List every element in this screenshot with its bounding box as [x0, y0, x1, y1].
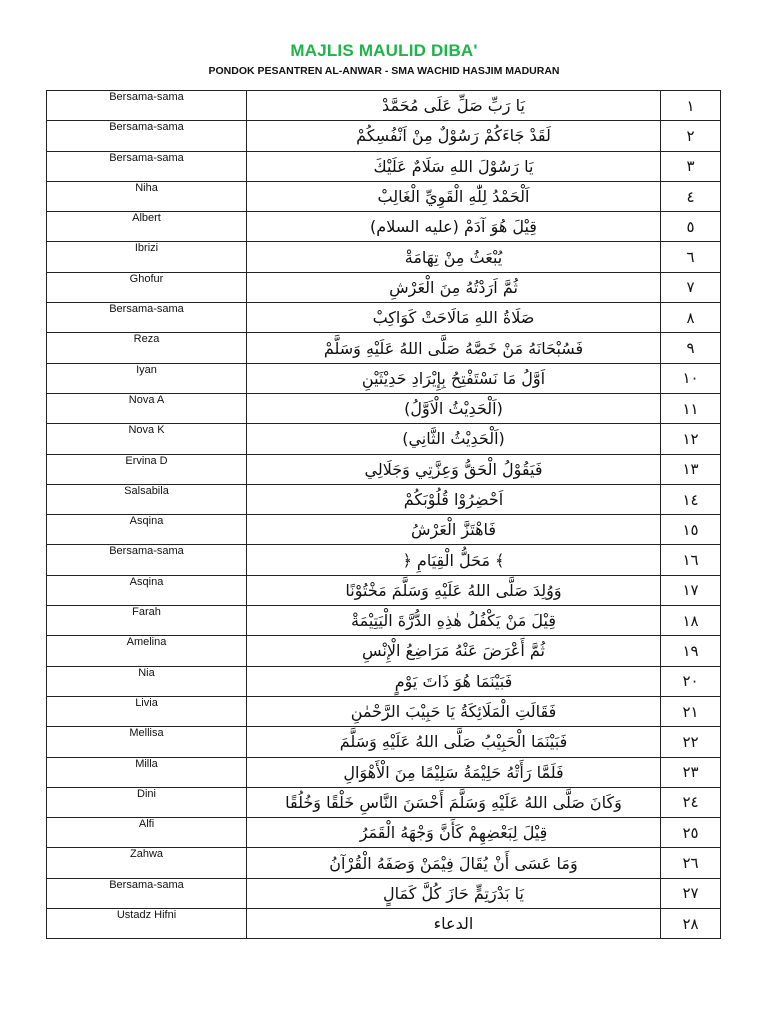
- recitation-text: فَقَالَتِ الْمَلَائِكَةُ يَا حَبِيْبَ الرَّحْمٰنِ: [247, 696, 661, 726]
- table-row: [47, 91, 721, 121]
- recitation-text: يُبْعَثُ مِنْ تِهَامَةْ: [247, 242, 661, 272]
- table-row: [47, 151, 721, 181]
- performer-name: Bersama-sama: [47, 878, 247, 908]
- recitation-text: اَوَّلُ مَا نَسْتَفْتِحُ بِإِيْرَادِ حَدِيْثَيْنِ: [247, 363, 661, 393]
- performer-name: Ghofur: [47, 272, 247, 302]
- table-row: [47, 909, 721, 939]
- recitation-text: يَا رَسُوْلَ اللهِ سَلَامٌ عَلَيْكَ: [247, 151, 661, 181]
- row-number: ٢١: [661, 696, 721, 726]
- recitation-text: ثُمَّ أَعْرَضَ عَنْهُ مَرَاضِعُ الْإِنْسِ: [247, 636, 661, 666]
- row-number: ١٥: [661, 515, 721, 545]
- table-row: [47, 878, 721, 908]
- recitation-text: فَيَقُوْلُ الْحَقُّ وَعِزَّتِي وَجَلَالِي: [247, 454, 661, 484]
- performer-name: Dini: [47, 787, 247, 817]
- performer-name: Livia: [47, 696, 247, 726]
- performer-name: Bersama-sama: [47, 545, 247, 575]
- program-table: [46, 90, 721, 939]
- performer-name: Alfi: [47, 818, 247, 848]
- table-row: [47, 606, 721, 636]
- row-number: ٢٦: [661, 848, 721, 878]
- table-row: [47, 333, 721, 363]
- table-row: [47, 515, 721, 545]
- recitation-text: يَا بَدْرَتِمٍّ حَازَ كُلَّ كَمَالٍ: [247, 878, 661, 908]
- row-number: ١٨: [661, 606, 721, 636]
- row-number: ١١: [661, 393, 721, 423]
- recitation-text: الدعاء: [247, 909, 661, 939]
- row-number: ٢٤: [661, 787, 721, 817]
- row-number: ٢٨: [661, 909, 721, 939]
- table-row: [47, 666, 721, 696]
- performer-name: Niha: [47, 181, 247, 211]
- table-row: [47, 696, 721, 726]
- recitation-text: ثُمَّ اَرَدْتُهُ مِنَ الْعَرْشِ: [247, 272, 661, 302]
- recitation-text: وَمَا عَسَى أَنْ يُقَالَ فِيْمَنْ وَصَفَهُ الْقُرْآنُ: [247, 848, 661, 878]
- table-row: [47, 121, 721, 151]
- table-row: [47, 848, 721, 878]
- row-number: ١٧: [661, 575, 721, 605]
- table-row: [47, 575, 721, 605]
- performer-name: Ibrizi: [47, 242, 247, 272]
- table-row: [47, 181, 721, 211]
- row-number: ٥: [661, 212, 721, 242]
- recitation-text: قِيْلَ مَنْ يَكْفُلُ هٰذِهِ الدُّرَّةَ الْيَتِيْمَةْ: [247, 606, 661, 636]
- performer-name: Bersama-sama: [47, 151, 247, 181]
- performer-name: Milla: [47, 757, 247, 787]
- performer-name: Ervina D: [47, 454, 247, 484]
- row-number: ٢٧: [661, 878, 721, 908]
- recitation-text: قِيْلَ لِبَعْضِهِمْ كَأَنَّ وَجْهَهُ الْقَمَرُ: [247, 818, 661, 848]
- table-row: [47, 757, 721, 787]
- recitation-text: اَلْحَمْدُ لِلّٰهِ الْقَوِيِّ الْغَالِبْ: [247, 181, 661, 211]
- recitation-text: فَبَيْنَمَا الْحَبِيْبُ صَلَّى اللهُ عَلَيْهِ وَسَلَّمَ: [247, 727, 661, 757]
- performer-name: Asqina: [47, 515, 247, 545]
- document-title: MAJLIS MAULID DIBA': [290, 41, 478, 60]
- table-row: [47, 636, 721, 666]
- table-row: [47, 454, 721, 484]
- performer-name: Bersama-sama: [47, 91, 247, 121]
- performer-name: Nia: [47, 666, 247, 696]
- row-number: ٤: [661, 181, 721, 211]
- recitation-text: لَقَدْ جَاءَكُمْ رَسُوْلٌ مِنْ اَنْفُسِكُمْ: [247, 121, 661, 151]
- recitation-text: وَكَانَ صَلَّى اللهُ عَلَيْهِ وَسَلَّمَ أَحْسَنَ النَّاسِ خَلْقًا وَخُلُقًا: [247, 787, 661, 817]
- table-row: [47, 424, 721, 454]
- table-row: [47, 303, 721, 333]
- table-row: [47, 818, 721, 848]
- recitation-text: يَا رَبِّ صَلِّ عَلَى مُحَمَّدْ: [247, 91, 661, 121]
- performer-name: Ustadz Hifni: [47, 909, 247, 939]
- table-row: [47, 787, 721, 817]
- recitation-text: اَحْضِرُوْا قُلُوْبَكُمْ: [247, 484, 661, 514]
- performer-name: Farah: [47, 606, 247, 636]
- recitation-text: وَوُلِدَ صَلَّى اللهُ عَلَيْهِ وَسَلَّمَ مَخْتُوْنًا: [247, 575, 661, 605]
- row-number: ٦: [661, 242, 721, 272]
- recitation-text: فَلَمَّا رَأَتْهُ حَلِيْمَةُ سَلِيْمًا مِنَ الْأَهْوَالِ: [247, 757, 661, 787]
- performer-name: Nova A: [47, 393, 247, 423]
- table-row: [47, 242, 721, 272]
- row-number: ٣: [661, 151, 721, 181]
- performer-name: Bersama-sama: [47, 303, 247, 333]
- row-number: ١٦: [661, 545, 721, 575]
- row-number: ١٩: [661, 636, 721, 666]
- row-number: ١٤: [661, 484, 721, 514]
- row-number: ١٠: [661, 363, 721, 393]
- table-row: [47, 484, 721, 514]
- table-row: [47, 363, 721, 393]
- table-row: [47, 393, 721, 423]
- row-number: ٢٢: [661, 727, 721, 757]
- recitation-text: فَبَيْنَمَا هُوَ ذَاتَ يَوْمٍ: [247, 666, 661, 696]
- recitation-text: فَاهْتَزَّ الْعَرْشُ: [247, 515, 661, 545]
- row-number: ٢٥: [661, 818, 721, 848]
- recitation-text: (اَلْحَدِيْثُ الثَّانِي): [247, 424, 661, 454]
- table-row: [47, 545, 721, 575]
- performer-name: Albert: [47, 212, 247, 242]
- row-number: ٧: [661, 272, 721, 302]
- recitation-text: (اَلْحَدِيْثُ الْاَوَّلُ): [247, 393, 661, 423]
- table-row: [47, 727, 721, 757]
- recitation-text: قِيْلَ هُوَ آدَمْ (عليه السلام): [247, 212, 661, 242]
- row-number: ٨: [661, 303, 721, 333]
- performer-name: Zahwa: [47, 848, 247, 878]
- row-number: ١٢: [661, 424, 721, 454]
- performer-name: Salsabila: [47, 484, 247, 514]
- document-subtitle: PONDOK PESANTREN AL-ANWAR - SMA WACHID HASJIM MADURAN: [208, 65, 560, 77]
- row-number: ٢: [661, 121, 721, 151]
- row-number: ٩: [661, 333, 721, 363]
- performer-name: Reza: [47, 333, 247, 363]
- performer-name: Bersama-sama: [47, 121, 247, 151]
- row-number: ٢٣: [661, 757, 721, 787]
- row-number: ١٣: [661, 454, 721, 484]
- performer-name: Iyan: [47, 363, 247, 393]
- recitation-text: ﴾ مَحَلُّ الْقِيَامِ ﴿: [247, 545, 661, 575]
- recitation-text: فَسُبْحَانَهُ مَنْ خَصَّهُ صَلَّى اللهُ عَلَيْهِ وَسَلَّمْ: [247, 333, 661, 363]
- performer-name: Amelina: [47, 636, 247, 666]
- row-number: ٢٠: [661, 666, 721, 696]
- performer-name: Asqina: [47, 575, 247, 605]
- recitation-text: صَلَاةُ اللهِ مَالَاحَتْ كَوَاكِبْ: [247, 303, 661, 333]
- performer-name: Nova K: [47, 424, 247, 454]
- table-row: [47, 212, 721, 242]
- performer-name: Mellisa: [47, 727, 247, 757]
- table-row: [47, 272, 721, 302]
- program-rows: [47, 91, 721, 939]
- row-number: ١: [661, 91, 721, 121]
